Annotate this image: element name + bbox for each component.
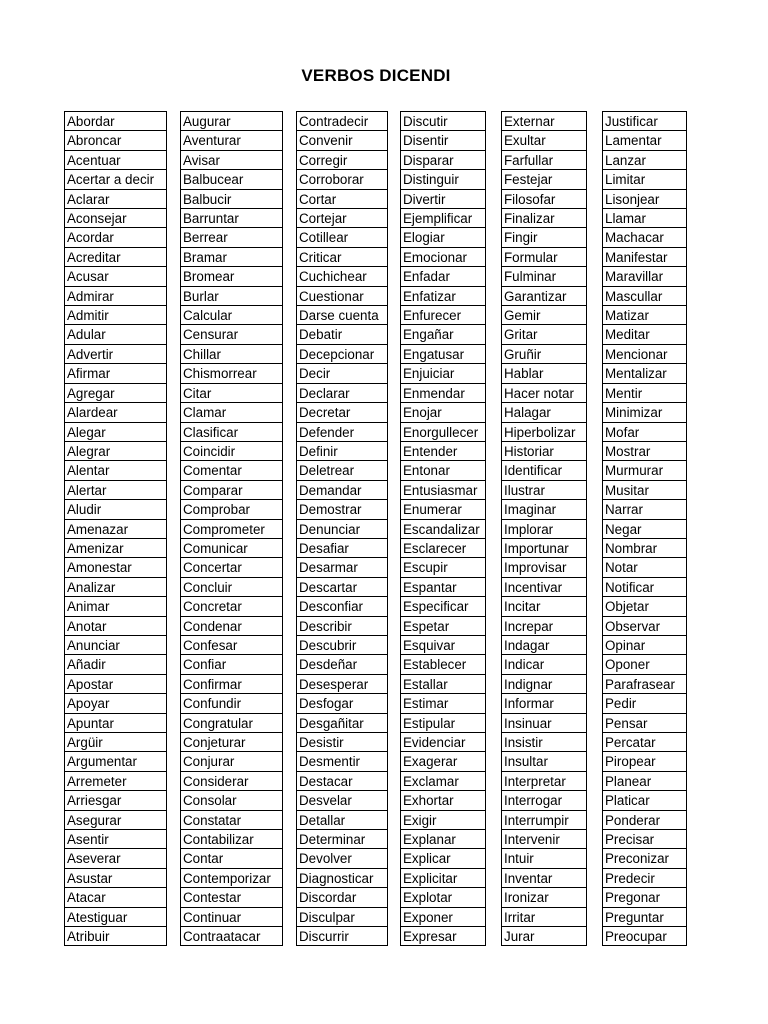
verb-cell: Continuar: [181, 908, 282, 927]
verb-cell: Interrumpir: [502, 811, 586, 830]
verb-cell: Analizar: [65, 578, 166, 597]
verb-cell: Explanar: [401, 830, 485, 849]
verb-cell: Considerar: [181, 772, 282, 791]
verb-cell: Apoyar: [65, 694, 166, 713]
verb-cell: Balbucear: [181, 170, 282, 189]
verb-cell: Comprometer: [181, 520, 282, 539]
verb-cell: Afirmar: [65, 364, 166, 383]
verb-cell: Determinar: [297, 830, 387, 849]
verb-cell: Convenir: [297, 131, 387, 150]
verb-cell: Llamar: [603, 209, 686, 228]
verb-cell: Acreditar: [65, 248, 166, 267]
verb-cell: Conjeturar: [181, 733, 282, 752]
verb-cell: Mofar: [603, 423, 686, 442]
verb-cell: Aclarar: [65, 190, 166, 209]
verb-cell: Historiar: [502, 442, 586, 461]
verb-cell: Explicar: [401, 849, 485, 868]
verb-cell: Aludir: [65, 500, 166, 519]
verb-cell: Confirmar: [181, 675, 282, 694]
verb-cell: Mascullar: [603, 287, 686, 306]
verb-cell: Cortar: [297, 190, 387, 209]
verb-cell: Admitir: [65, 306, 166, 325]
verb-cell: Insultar: [502, 752, 586, 771]
verb-cell: Expresar: [401, 927, 485, 946]
verb-cell: Meditar: [603, 325, 686, 344]
verb-cell: Notificar: [603, 578, 686, 597]
verb-cell: Corregir: [297, 151, 387, 170]
verb-cell: Contestar: [181, 888, 282, 907]
verb-cell: Espetar: [401, 617, 485, 636]
verb-cell: Estimar: [401, 694, 485, 713]
verb-cell: Mencionar: [603, 345, 686, 364]
verb-cell: Fingir: [502, 228, 586, 247]
verb-cell: Acusar: [65, 267, 166, 286]
verb-cell: Cuchichear: [297, 267, 387, 286]
verb-cell: Contraatacar: [181, 927, 282, 946]
verb-cell: Desesperar: [297, 675, 387, 694]
verb-cell: Indicar: [502, 655, 586, 674]
verb-cell: Descubrir: [297, 636, 387, 655]
verb-cell: Deletrear: [297, 461, 387, 480]
verb-cell: Ejemplificar: [401, 209, 485, 228]
verb-cell: Ponderar: [603, 811, 686, 830]
verb-cell: Agregar: [65, 384, 166, 403]
verb-cell: Halagar: [502, 403, 586, 422]
verb-cell: Establecer: [401, 655, 485, 674]
verb-cell: Atacar: [65, 888, 166, 907]
verb-cell: Mentir: [603, 384, 686, 403]
verb-cell: Entonar: [401, 461, 485, 480]
verb-cell: Admirar: [65, 287, 166, 306]
verb-cell: Informar: [502, 694, 586, 713]
verb-cell: Amonestar: [65, 558, 166, 577]
verb-cell: Desconfiar: [297, 597, 387, 616]
verb-cell: Demostrar: [297, 500, 387, 519]
verb-cell: Confiar: [181, 655, 282, 674]
verb-cell: Parafrasear: [603, 675, 686, 694]
verb-cell: Abordar: [65, 112, 166, 131]
verb-cell: Hiperbolizar: [502, 423, 586, 442]
verb-cell: Acertar a decir: [65, 170, 166, 189]
verb-cell: Criticar: [297, 248, 387, 267]
verb-cell: Discordar: [297, 888, 387, 907]
verb-cell: Irritar: [502, 908, 586, 927]
verb-cell: Acentuar: [65, 151, 166, 170]
verb-cell: Importunar: [502, 539, 586, 558]
verb-cell: Concertar: [181, 558, 282, 577]
verb-cell: Calcular: [181, 306, 282, 325]
verb-cell: Insinuar: [502, 714, 586, 733]
verb-cell: Contradecir: [297, 112, 387, 131]
verb-cell: Coincidir: [181, 442, 282, 461]
verb-cell: Entender: [401, 442, 485, 461]
verb-cell: Matizar: [603, 306, 686, 325]
verb-cell: Abroncar: [65, 131, 166, 150]
verb-cell: Cuestionar: [297, 287, 387, 306]
verb-cell: Enfatizar: [401, 287, 485, 306]
verb-cell: Concluir: [181, 578, 282, 597]
verb-cell: Implorar: [502, 520, 586, 539]
verb-cell: Anunciar: [65, 636, 166, 655]
verb-cell: Preocupar: [603, 927, 686, 946]
verb-cell: Identificar: [502, 461, 586, 480]
verb-cell: Alentar: [65, 461, 166, 480]
verb-cell: Emocionar: [401, 248, 485, 267]
verb-column-6: [602, 111, 687, 946]
verb-cell: Gemir: [502, 306, 586, 325]
verb-cell: Externar: [502, 112, 586, 131]
verb-cell: Contar: [181, 849, 282, 868]
verb-cell: Bramar: [181, 248, 282, 267]
verb-cell: Predecir: [603, 869, 686, 888]
verb-cell: Piropear: [603, 752, 686, 771]
verb-cell: Aconsejar: [65, 209, 166, 228]
verb-cell: Devolver: [297, 849, 387, 868]
verb-cell: Farfullar: [502, 151, 586, 170]
verb-cell: Mentalizar: [603, 364, 686, 383]
verb-cell: Confesar: [181, 636, 282, 655]
verb-cell: Filosofar: [502, 190, 586, 209]
verb-cell: Defender: [297, 423, 387, 442]
verb-cell: Cotillear: [297, 228, 387, 247]
verb-cell: Asustar: [65, 869, 166, 888]
verb-cell: Opinar: [603, 636, 686, 655]
verb-cell: Estallar: [401, 675, 485, 694]
verb-cell: Pensar: [603, 714, 686, 733]
verb-cell: Argumentar: [65, 752, 166, 771]
verb-cell: Cortejar: [297, 209, 387, 228]
verb-cell: Enjuiciar: [401, 364, 485, 383]
verb-cell: Divertir: [401, 190, 485, 209]
verb-cell: Disentir: [401, 131, 485, 150]
verb-cell: Escandalizar: [401, 520, 485, 539]
verb-cell: Fulminar: [502, 267, 586, 286]
verb-cell: Inventar: [502, 869, 586, 888]
verb-cell: Limitar: [603, 170, 686, 189]
verb-cell: Detallar: [297, 811, 387, 830]
verb-cell: Intervenir: [502, 830, 586, 849]
verb-cell: Alardear: [65, 403, 166, 422]
verb-cell: Chillar: [181, 345, 282, 364]
verb-cell: Animar: [65, 597, 166, 616]
verb-cell: Jurar: [502, 927, 586, 946]
verb-cell: Enumerar: [401, 500, 485, 519]
verb-cell: Comparar: [181, 481, 282, 500]
verb-cell: Discurrir: [297, 927, 387, 946]
verb-cell: Desvelar: [297, 791, 387, 810]
verb-column-3: [296, 111, 388, 946]
verb-column-5: [501, 111, 587, 946]
verb-cell: Darse cuenta: [297, 306, 387, 325]
verb-cell: Percatar: [603, 733, 686, 752]
verb-cell: Planear: [603, 772, 686, 791]
verb-cell: Intuir: [502, 849, 586, 868]
verb-cell: Alegar: [65, 423, 166, 442]
verb-cell: Indignar: [502, 675, 586, 694]
verb-cell: Corroborar: [297, 170, 387, 189]
verb-cell: Aseverar: [65, 849, 166, 868]
verb-cell: Augurar: [181, 112, 282, 131]
verb-cell: Berrear: [181, 228, 282, 247]
verb-cell: Demandar: [297, 481, 387, 500]
verb-cell: Insistir: [502, 733, 586, 752]
verb-cell: Advertir: [65, 345, 166, 364]
verb-cell: Imaginar: [502, 500, 586, 519]
verb-column-2: [180, 111, 283, 946]
verb-cell: Conjurar: [181, 752, 282, 771]
verb-cell: Amenazar: [65, 520, 166, 539]
verb-cell: Engañar: [401, 325, 485, 344]
verb-cell: Increpar: [502, 617, 586, 636]
verb-column-4: [400, 111, 486, 946]
verb-cell: Precisar: [603, 830, 686, 849]
verb-cell: Acordar: [65, 228, 166, 247]
page-title: VERBOS DICENDI: [301, 66, 451, 85]
verb-cell: Incentivar: [502, 578, 586, 597]
verb-cell: Diagnosticar: [297, 869, 387, 888]
verb-cell: Esclarecer: [401, 539, 485, 558]
verb-cell: Consolar: [181, 791, 282, 810]
verb-cell: Chismorrear: [181, 364, 282, 383]
verb-cell: Exigir: [401, 811, 485, 830]
verb-cell: Denunciar: [297, 520, 387, 539]
verb-cell: Murmurar: [603, 461, 686, 480]
verb-cell: Elogiar: [401, 228, 485, 247]
verb-cell: Clasificar: [181, 423, 282, 442]
verb-cell: Describir: [297, 617, 387, 636]
verb-cell: Garantizar: [502, 287, 586, 306]
verb-cell: Desafiar: [297, 539, 387, 558]
verb-cell: Minimizar: [603, 403, 686, 422]
verb-cell: Añadir: [65, 655, 166, 674]
verb-cell: Espantar: [401, 578, 485, 597]
verb-cell: Evidenciar: [401, 733, 485, 752]
verb-cell: Comentar: [181, 461, 282, 480]
verb-cell: Desdeñar: [297, 655, 387, 674]
verb-cell: Preguntar: [603, 908, 686, 927]
verb-cell: Clamar: [181, 403, 282, 422]
verb-cell: Balbucir: [181, 190, 282, 209]
verb-cell: Discutir: [401, 112, 485, 131]
verb-cell: Arremeter: [65, 772, 166, 791]
verb-cell: Alegrar: [65, 442, 166, 461]
verb-cell: Contemporizar: [181, 869, 282, 888]
verb-cell: Comprobar: [181, 500, 282, 519]
verb-cell: Decir: [297, 364, 387, 383]
verb-cell: Lisonjear: [603, 190, 686, 209]
verb-cell: Constatar: [181, 811, 282, 830]
verb-cell: Musitar: [603, 481, 686, 500]
verb-cell: Oponer: [603, 655, 686, 674]
verb-cell: Justificar: [603, 112, 686, 131]
verb-cell: Mostrar: [603, 442, 686, 461]
verb-cell: Improvisar: [502, 558, 586, 577]
verb-cell: Desfogar: [297, 694, 387, 713]
verb-cell: Nombrar: [603, 539, 686, 558]
verb-cell: Desgañitar: [297, 714, 387, 733]
verb-cell: Comunicar: [181, 539, 282, 558]
verb-cell: Incitar: [502, 597, 586, 616]
verb-cell: Decretar: [297, 403, 387, 422]
verb-cell: Notar: [603, 558, 686, 577]
verb-cell: Hacer notar: [502, 384, 586, 403]
verb-cell: Desmentir: [297, 752, 387, 771]
verb-cell: Censurar: [181, 325, 282, 344]
verb-cell: Indagar: [502, 636, 586, 655]
verb-cell: Exclamar: [401, 772, 485, 791]
verb-cell: Condenar: [181, 617, 282, 636]
verb-cell: Atribuir: [65, 927, 166, 946]
verb-cell: Exultar: [502, 131, 586, 150]
verb-cell: Desistir: [297, 733, 387, 752]
verb-cell: Ilustrar: [502, 481, 586, 500]
verb-cell: Anotar: [65, 617, 166, 636]
verb-cell: Enmendar: [401, 384, 485, 403]
verb-cell: Maravillar: [603, 267, 686, 286]
verb-cell: Entusiasmar: [401, 481, 485, 500]
verb-cell: Declarar: [297, 384, 387, 403]
verb-cell: Observar: [603, 617, 686, 636]
verb-cell: Ironizar: [502, 888, 586, 907]
verb-cell: Barruntar: [181, 209, 282, 228]
verb-cell: Apuntar: [65, 714, 166, 733]
verb-cell: Pedir: [603, 694, 686, 713]
verb-cell: Especificar: [401, 597, 485, 616]
verb-cell: Atestiguar: [65, 908, 166, 927]
verb-cell: Disculpar: [297, 908, 387, 927]
verb-cell: Distinguir: [401, 170, 485, 189]
verb-cell: Engatusar: [401, 345, 485, 364]
verb-cell: Congratular: [181, 714, 282, 733]
verb-cell: Finalizar: [502, 209, 586, 228]
verb-cell: Machacar: [603, 228, 686, 247]
verb-cell: Disparar: [401, 151, 485, 170]
verb-cell: Debatir: [297, 325, 387, 344]
verb-cell: Descartar: [297, 578, 387, 597]
verb-cell: Lamentar: [603, 131, 686, 150]
verb-cell: Argüir: [65, 733, 166, 752]
verb-cell: Explicitar: [401, 869, 485, 888]
verb-column-1: [64, 111, 167, 946]
verb-cell: Explotar: [401, 888, 485, 907]
verb-cell: Exponer: [401, 908, 485, 927]
verb-cell: Interpretar: [502, 772, 586, 791]
verb-cell: Narrar: [603, 500, 686, 519]
verb-cell: Pregonar: [603, 888, 686, 907]
verb-cell: Desarmar: [297, 558, 387, 577]
verb-cell: Formular: [502, 248, 586, 267]
verb-cell: Alertar: [65, 481, 166, 500]
verb-cell: Platicar: [603, 791, 686, 810]
verb-cell: Lanzar: [603, 151, 686, 170]
verb-cell: Escupir: [401, 558, 485, 577]
verb-cell: Avisar: [181, 151, 282, 170]
verb-cell: Festejar: [502, 170, 586, 189]
verb-cell: Enfadar: [401, 267, 485, 286]
verb-cell: Contabilizar: [181, 830, 282, 849]
verb-cell: Gritar: [502, 325, 586, 344]
verb-cell: Destacar: [297, 772, 387, 791]
verb-cell: Objetar: [603, 597, 686, 616]
verb-cell: Exhortar: [401, 791, 485, 810]
verb-cell: Esquivar: [401, 636, 485, 655]
verb-cell: Aventurar: [181, 131, 282, 150]
verb-cell: Exagerar: [401, 752, 485, 771]
verb-cell: Citar: [181, 384, 282, 403]
verb-cell: Adular: [65, 325, 166, 344]
verb-cell: Definir: [297, 442, 387, 461]
verb-cell: Hablar: [502, 364, 586, 383]
verb-cell: Confundir: [181, 694, 282, 713]
verb-cell: Negar: [603, 520, 686, 539]
verb-cell: Asentir: [65, 830, 166, 849]
verb-cell: Burlar: [181, 287, 282, 306]
verb-cell: Apostar: [65, 675, 166, 694]
verb-cell: Bromear: [181, 267, 282, 286]
verb-cell: Interrogar: [502, 791, 586, 810]
verb-cell: Concretar: [181, 597, 282, 616]
verb-cell: Asegurar: [65, 811, 166, 830]
verb-cell: Amenizar: [65, 539, 166, 558]
verb-cell: Manifestar: [603, 248, 686, 267]
verb-cell: Arriesgar: [65, 791, 166, 810]
verb-cell: Enorgullecer: [401, 423, 485, 442]
verb-cell: Preconizar: [603, 849, 686, 868]
verb-cell: Enfurecer: [401, 306, 485, 325]
verb-cell: Estipular: [401, 714, 485, 733]
verb-cell: Gruñir: [502, 345, 586, 364]
verb-cell: Enojar: [401, 403, 485, 422]
verb-cell: Decepcionar: [297, 345, 387, 364]
